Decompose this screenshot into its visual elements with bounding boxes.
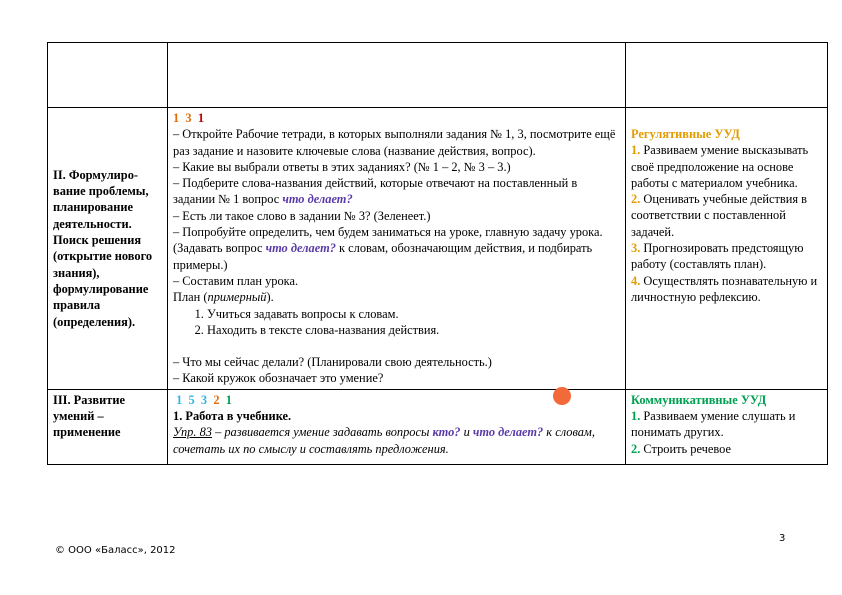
- orange-circle-icon: [553, 387, 571, 405]
- uud-title: Регулятивные УУД: [631, 127, 740, 141]
- dialogue-line: – Есть ли такое слово в задании № 3? (Зеленеет.): [173, 208, 431, 223]
- list-item: 4. Осуществлять познавательную и личностную рефлексию.: [631, 273, 818, 304]
- exercise-text: Упр. 83 – развивается умение задавать вопросы кто? и что делает? к словам, сочетать их по смыслу и составлять предложения.: [173, 425, 595, 456]
- list-item: 2. Оценивать учебные действия в соответствии с поставленной задачей.: [631, 192, 808, 239]
- lesson-table: [47, 42, 828, 465]
- question-word: что делает?: [265, 241, 336, 256]
- table-row: [48, 108, 828, 390]
- list-item: 2. Находить в тексте слова-названия действия.: [207, 322, 620, 338]
- dialogue-line: – Что мы сейчас делали? (Планировали свою деятельность.): [173, 355, 492, 370]
- dialogue-line: – Составим план урока.: [173, 273, 299, 288]
- page-number: 3: [779, 533, 786, 544]
- list-item: 1. Развиваем умение высказывать своё предположение на основе работы с материалом учебника.: [631, 143, 809, 190]
- code-5: 5: [188, 392, 195, 407]
- activity-cell: [168, 108, 626, 390]
- stage-cell: [48, 108, 168, 390]
- table-row: [48, 389, 828, 464]
- list-item: 2. Строить речевое: [631, 441, 731, 456]
- list-item: 1. Учиться задавать вопросы к словам.: [207, 306, 620, 322]
- empty-cell: [48, 43, 168, 108]
- code-1: 1: [173, 111, 180, 125]
- question-word: что делает?: [282, 192, 353, 207]
- copyright-footer: © ООО «Баласс», 2012: [55, 545, 176, 556]
- uud-cell: [626, 389, 828, 464]
- circle-codes: [173, 110, 620, 126]
- code-1: 1: [176, 392, 183, 407]
- code-2: 2: [213, 392, 220, 407]
- dialogue-line: – Откройте Рабочие тетради, в которых выполняли задания № 1, 3, посмотрите ещё раз задание и назовите ключевые слова (название действия, вопрос).: [173, 127, 616, 158]
- empty-cell: [626, 43, 828, 108]
- dialogue-line: – Какие вы выбрали ответы в этих заданиях? (№ 1 – 2, № 3 – 3.): [173, 159, 511, 174]
- table-row: [48, 43, 828, 108]
- plan-heading: План (примерный).: [173, 290, 274, 305]
- uud-title: Коммуникативные УУД: [631, 392, 767, 407]
- empty-cell: [168, 43, 626, 108]
- dialogue-line: – Попробуйте определить, чем будем заниматься на уроке, главную задачу урока. (Задавать вопрос что делает? к словам, обозначающим действия, и подбирать примеры.): [173, 225, 603, 272]
- list-item: 1. Развиваем умение слушать и понимать других.: [631, 409, 796, 440]
- stage-label: III. Развитие умений – применение: [53, 392, 125, 440]
- dialogue-line: – Какой кружок обозначает это умение?: [173, 371, 384, 386]
- code-1b: 1: [225, 392, 232, 407]
- list-item: 3. Прогнозировать предстоящую работу (составлять план).: [631, 241, 804, 272]
- code-3: 3: [200, 392, 208, 407]
- plan-list: [173, 306, 620, 339]
- code-3: 3: [185, 111, 192, 125]
- dialogue-line: – Подберите слова-названия действий, которые отвечают на поставленный в задании № 1 вопрос что делает?: [173, 176, 578, 207]
- code-1b: 1: [197, 111, 205, 125]
- section-heading: 1. Работа в учебнике.: [173, 409, 292, 424]
- stage-label: II. Формулиро-вание проблемы, планирование деятельности. Поиск решения (открытие нового знания), формулирование правила (определения).: [53, 167, 153, 329]
- uud-cell: [626, 108, 828, 390]
- stage-cell: [48, 389, 168, 464]
